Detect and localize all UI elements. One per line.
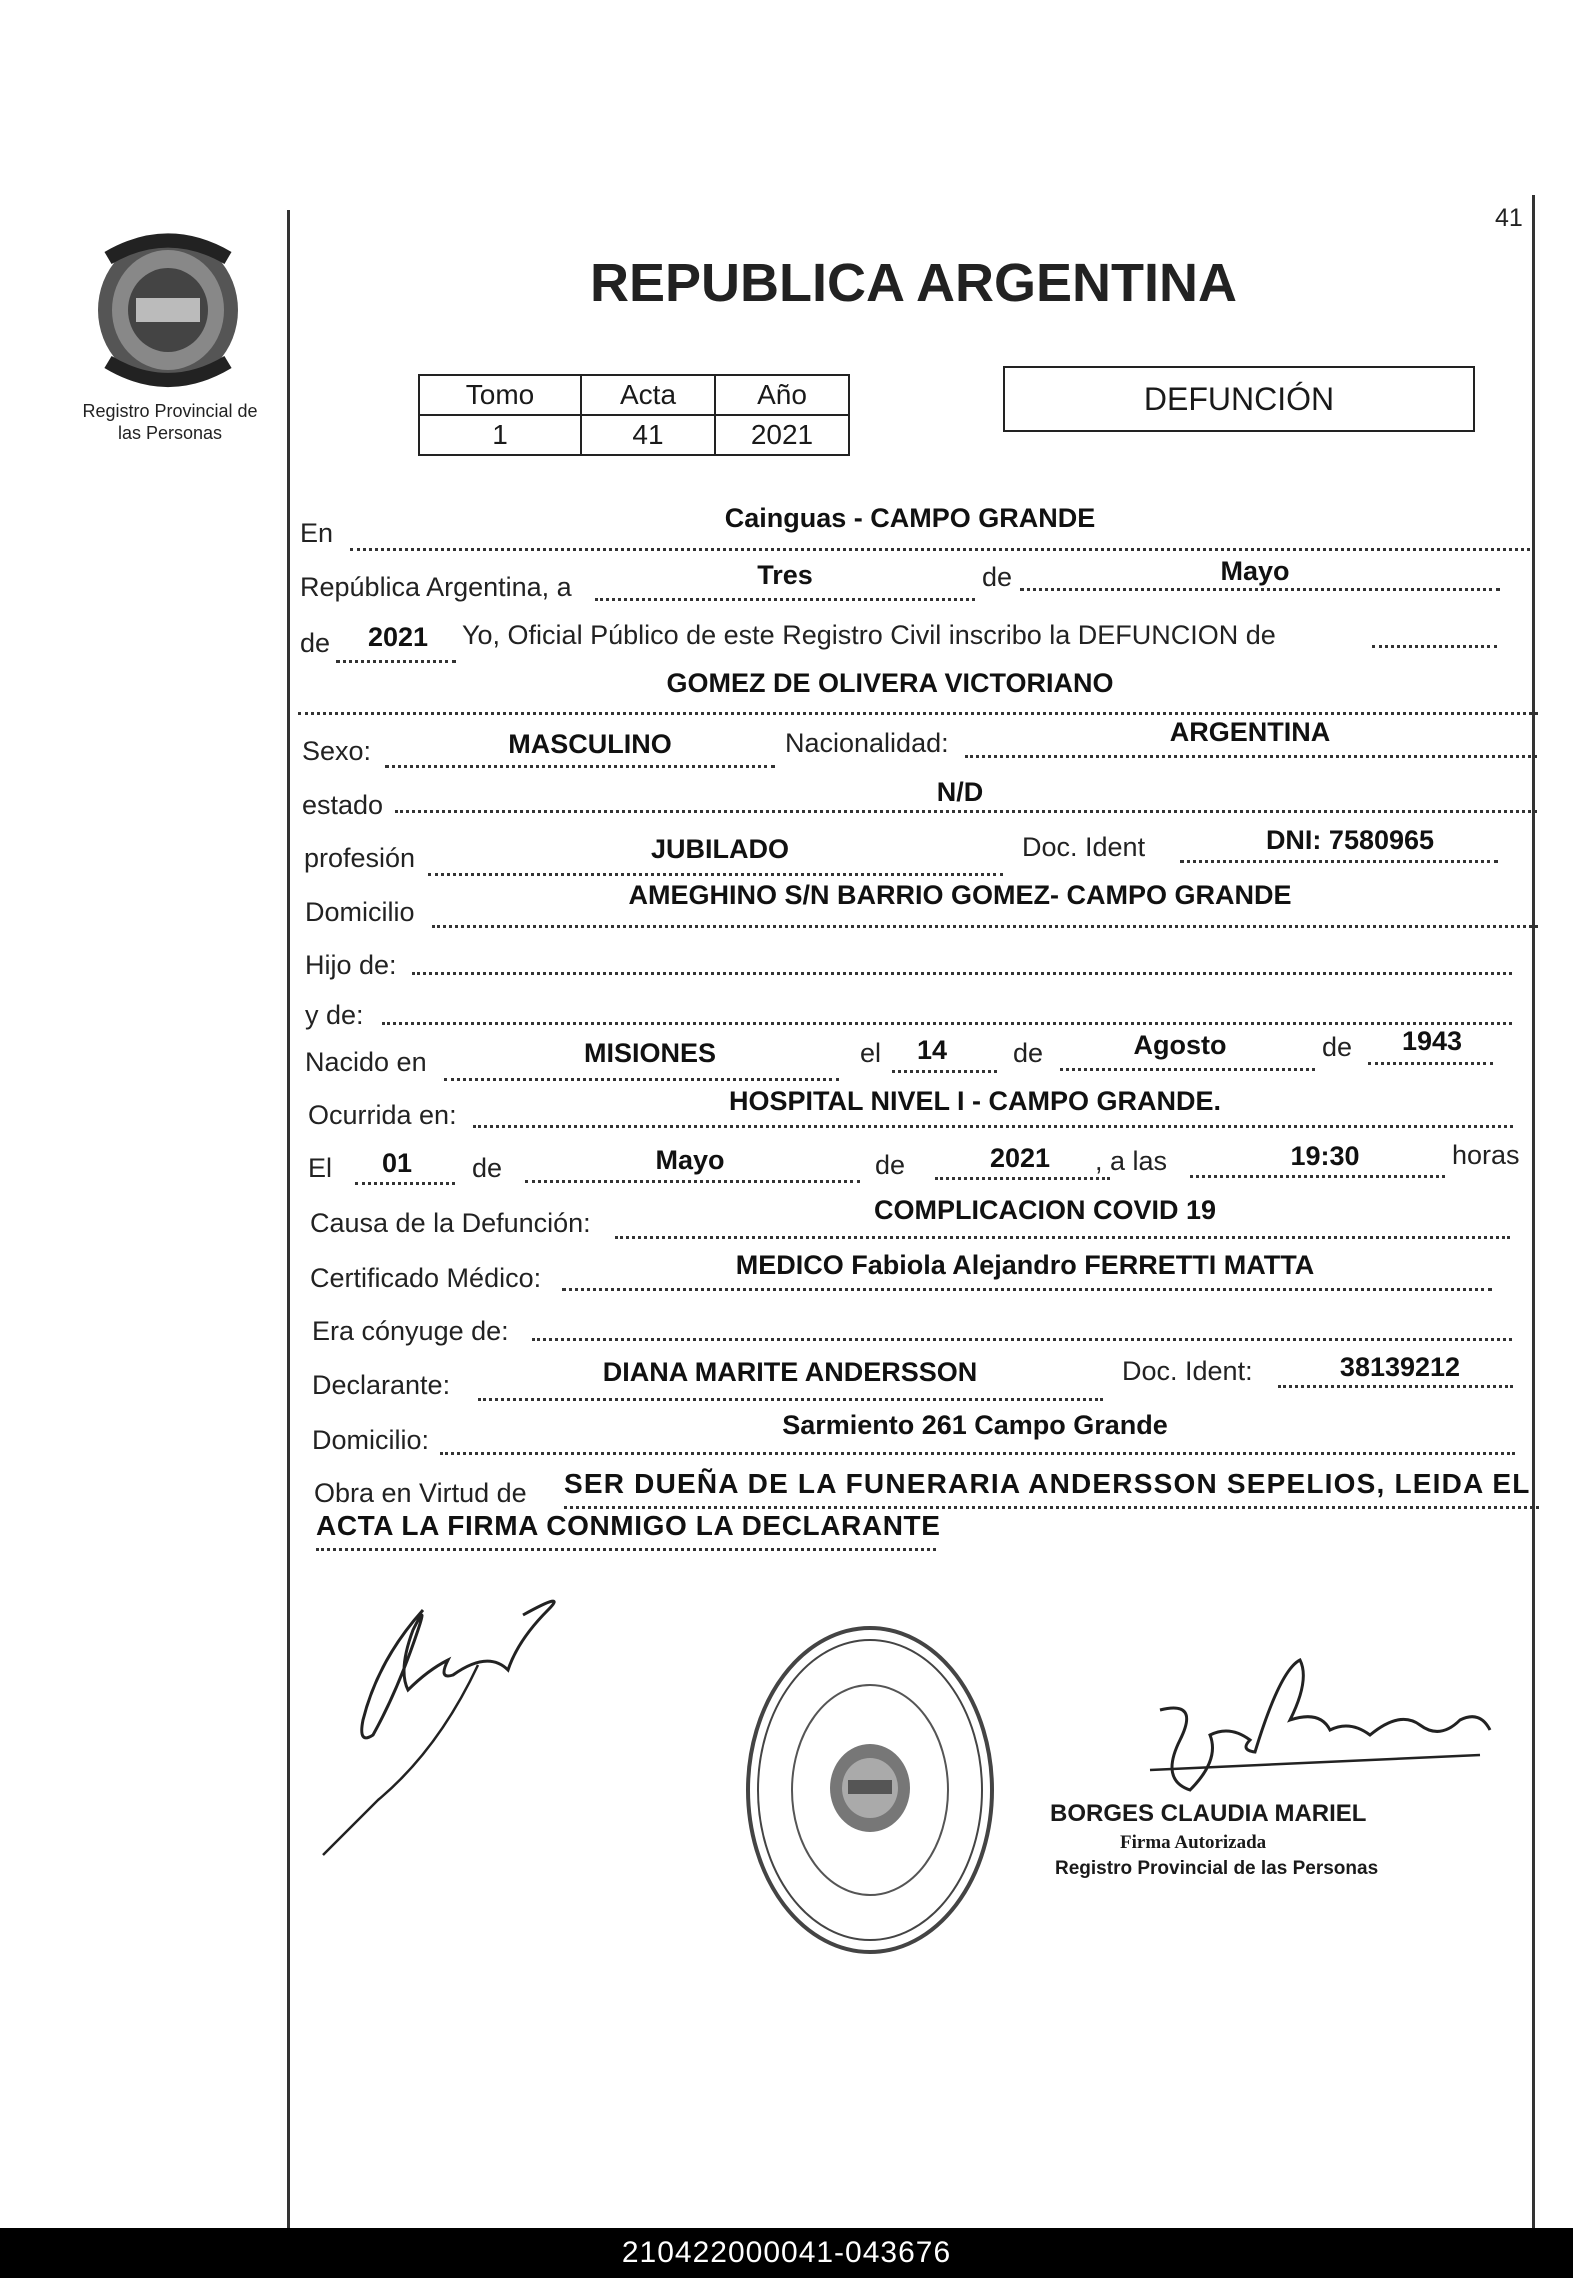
- label-causa: Causa de la Defunción:: [310, 1208, 591, 1238]
- official-signature-icon: [1140, 1640, 1500, 1810]
- label-inscribo: Yo, Oficial Público de este Registro Civil inscribo la DEFUNCION de: [462, 620, 1276, 650]
- declarant-doc-value: 38139212: [1339, 1352, 1461, 1382]
- year-value: 2021: [367, 622, 429, 652]
- official-office: Registro Provincial de las Personas: [1055, 1858, 1379, 1879]
- label-horas: horas: [1452, 1140, 1520, 1170]
- label-republica: República Argentina, a: [300, 572, 572, 602]
- label-de-5: de: [472, 1153, 503, 1183]
- official-seal: [740, 1620, 1000, 1960]
- label-de-1: de: [982, 562, 1013, 592]
- label-sexo: Sexo:: [302, 736, 372, 766]
- declarant-address-line: [440, 1452, 1515, 1455]
- document-value: DNI: 7580965: [1265, 825, 1435, 855]
- label-y-de: y de:: [305, 1000, 364, 1030]
- inscribo-line: [1372, 645, 1497, 648]
- document-type: DEFUNCIÓN: [1143, 381, 1335, 417]
- deceased-line: [298, 712, 1538, 715]
- label-de-6: de: [875, 1150, 906, 1180]
- month-value: Mayo: [1220, 556, 1290, 586]
- cause-value: COMPLICACION COVID 19: [873, 1195, 1217, 1225]
- page-title: REPUBLICA ARGENTINA: [590, 253, 1237, 313]
- label-de-3: de: [1013, 1038, 1044, 1068]
- declarant-line: [478, 1398, 1103, 1401]
- document-line: [1180, 860, 1498, 863]
- death-month-value: Mayo: [655, 1145, 725, 1175]
- birth-year-value: 1943: [1401, 1026, 1463, 1056]
- label-en: En: [300, 518, 334, 548]
- label-certificado: Certificado Médico:: [310, 1263, 542, 1293]
- label-a-las: , a las: [1095, 1146, 1168, 1176]
- label-hijo-de: Hijo de:: [305, 950, 397, 980]
- document-type-box: [1003, 366, 1475, 432]
- father-line: [412, 972, 1512, 975]
- sex-line: [385, 765, 775, 768]
- death-time-value: 19:30: [1290, 1141, 1360, 1171]
- civil-status-line: [395, 810, 1537, 813]
- month-line: [1020, 588, 1500, 591]
- label-profesion: profesión: [304, 843, 416, 873]
- day-value: Tres: [757, 560, 813, 590]
- label-ocurrida-en: Ocurrida en:: [308, 1100, 457, 1130]
- label-obra: Obra en Virtud de: [314, 1478, 527, 1508]
- reference-table: [418, 374, 850, 456]
- civil-status-value: N/D: [936, 777, 984, 807]
- official-name: BORGES CLAUDIA MARIEL: [1050, 1800, 1367, 1827]
- nationality-value: ARGENTINA: [1169, 717, 1331, 747]
- declarant-value: DIANA MARITE ANDERSSON: [602, 1357, 978, 1387]
- label-de-4: de: [1322, 1032, 1353, 1062]
- label-el-cap: El: [308, 1153, 333, 1183]
- death-year-value: 2021: [989, 1143, 1051, 1173]
- day-line: [595, 598, 975, 601]
- address-value: AMEGHINO S/N BARRIO GOMEZ- CAMPO GRANDE: [628, 880, 1292, 910]
- death-place-line: [473, 1125, 1513, 1128]
- anio-value: 2021: [715, 415, 849, 455]
- declarant-address-value: Sarmiento 261 Campo Grande: [782, 1410, 1168, 1440]
- label-nacionalidad: Nacionalidad:: [785, 728, 949, 758]
- registry-seal-icon: [740, 1620, 1000, 1960]
- certificate-value: MEDICO Fabiola Alejandro FERRETTI MATTA: [735, 1250, 1315, 1280]
- cause-line: [615, 1236, 1510, 1239]
- death-time-line: [1190, 1175, 1445, 1178]
- tomo-header: Tomo: [419, 375, 581, 415]
- acta-value: 41: [581, 415, 715, 455]
- acta-header: Acta: [581, 375, 715, 415]
- address-line: [432, 925, 1538, 928]
- death-place-value: HOSPITAL NIVEL I - CAMPO GRANDE.: [728, 1086, 1222, 1116]
- deceased-name: GOMEZ DE OLIVERA VICTORIANO: [666, 668, 1114, 698]
- sex-value: MASCULINO: [508, 729, 672, 759]
- label-domicilio: Domicilio: [305, 897, 415, 927]
- left-margin-line: [287, 210, 290, 2230]
- virtue-underline-1: [564, 1506, 1539, 1509]
- death-day-value: 01: [381, 1148, 413, 1178]
- label-el: el: [860, 1038, 882, 1068]
- nationality-line: [965, 755, 1537, 758]
- footer-code-bar: [0, 2228, 1573, 2278]
- declarant-doc-line: [1278, 1385, 1513, 1388]
- tomo-value: 1: [419, 415, 581, 455]
- page-number: 41: [1495, 204, 1523, 232]
- anio-header: Año: [715, 375, 849, 415]
- footer-code: 210422000041-043676: [621, 2236, 952, 2269]
- label-doc-ident: Doc. Ident: [1022, 832, 1146, 862]
- death-year-line: [935, 1177, 1110, 1180]
- crest-emblem-icon: [88, 228, 248, 388]
- right-margin-line: [1532, 195, 1535, 2230]
- place-line: [350, 548, 1530, 551]
- spouse-line: [532, 1338, 1512, 1341]
- place-value: Cainguas - CAMPO GRANDE: [724, 503, 1096, 533]
- official-role: Firma Autorizada: [1120, 1832, 1267, 1853]
- label-declarante: Declarante:: [312, 1370, 451, 1400]
- mother-line: [382, 1022, 1512, 1025]
- virtue-line-1: SER DUEÑA DE LA FUNERARIA ANDERSSON SEPELIOS, LEIDA EL: [564, 1468, 1531, 1499]
- birth-place-line: [444, 1078, 839, 1081]
- official-signature: [1140, 1640, 1500, 1810]
- profession-value: JUBILADO: [650, 834, 789, 864]
- virtue-line-2: ACTA LA FIRMA CONMIGO LA DECLARANTE: [316, 1510, 941, 1541]
- profession-line: [428, 873, 1003, 876]
- birth-month-line: [1060, 1068, 1315, 1071]
- label-estado: estado: [302, 790, 384, 820]
- birth-place-value: MISIONES: [583, 1038, 717, 1068]
- label-domicilio-2: Domicilio:: [312, 1425, 430, 1455]
- birth-year-line: [1368, 1062, 1493, 1065]
- label-doc-ident-2: Doc. Ident:: [1122, 1356, 1253, 1386]
- declarant-signature-icon: [318, 1570, 578, 1870]
- virtue-underline-2: [316, 1548, 936, 1551]
- registry-crest: [88, 228, 248, 388]
- label-nacido-en: Nacido en: [305, 1047, 427, 1077]
- label-de-2: de: [300, 628, 331, 658]
- death-day-line: [355, 1182, 455, 1185]
- label-conyuge: Era cónyuge de:: [312, 1316, 509, 1346]
- birth-month-value: Agosto: [1133, 1030, 1227, 1060]
- registry-name: Registro Provincial de las Personas: [82, 401, 258, 443]
- certificate-line: [562, 1288, 1492, 1291]
- birth-day-line: [892, 1070, 997, 1073]
- year-line: [336, 660, 456, 663]
- birth-day-value: 14: [916, 1035, 948, 1065]
- death-month-line: [525, 1180, 860, 1183]
- declarant-signature: [318, 1570, 578, 1870]
